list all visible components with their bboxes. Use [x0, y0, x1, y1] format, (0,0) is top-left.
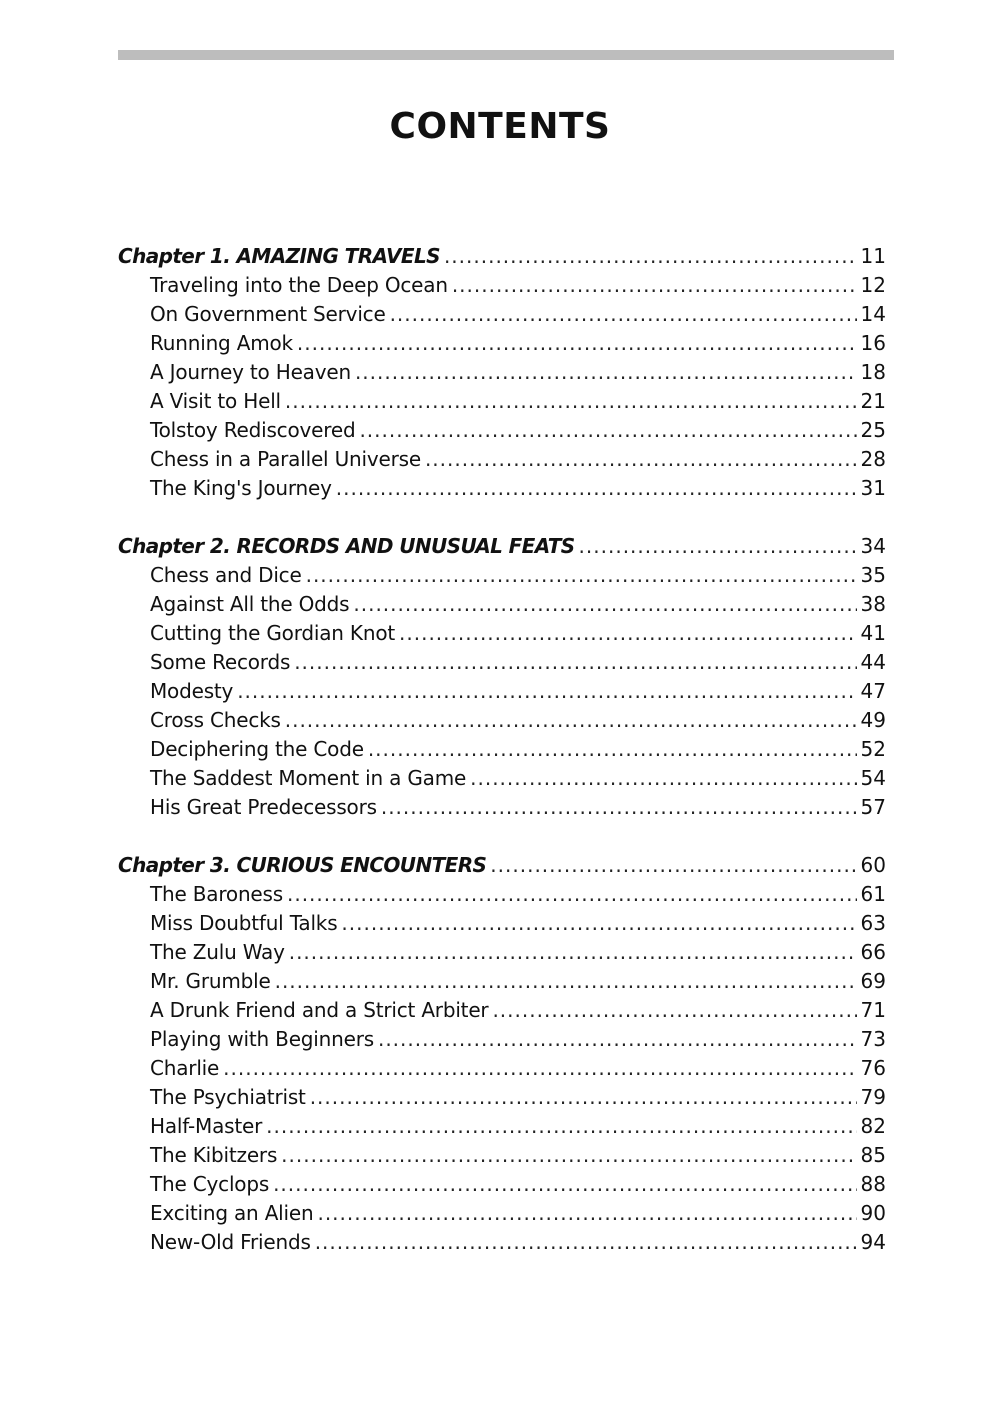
dot-leader	[378, 1025, 857, 1054]
toc-entry-label: The Baroness	[150, 882, 283, 906]
toc-entry[interactable]	[118, 1025, 886, 1054]
dot-leader	[306, 561, 857, 590]
dot-leader	[444, 242, 857, 271]
toc-entry[interactable]	[118, 1112, 886, 1141]
toc-entry-page-number: 88	[860, 1172, 886, 1196]
dot-leader	[390, 300, 857, 329]
toc-chapter[interactable]	[118, 851, 886, 880]
toc-section	[118, 242, 886, 503]
dot-leader	[368, 735, 857, 764]
toc-entry-label: The Cyclops	[150, 1172, 270, 1196]
dot-leader	[275, 967, 857, 996]
toc-entry[interactable]	[118, 1083, 886, 1112]
toc-entry-page-number: 18	[860, 360, 886, 384]
dot-leader	[285, 387, 857, 416]
dot-leader	[359, 416, 856, 445]
toc-entry[interactable]	[118, 764, 886, 793]
dot-leader	[399, 619, 857, 648]
toc-entry-page-number: 49	[860, 708, 886, 732]
toc-entry-page-number: 66	[860, 940, 886, 964]
toc-entry-page-number: 54	[860, 766, 886, 790]
toc-entry-page-number: 44	[860, 650, 886, 674]
toc-entry-page-number: 47	[860, 679, 886, 703]
toc-entry-label: Deciphering the Code	[150, 737, 364, 761]
toc-entry-page-number: 71	[860, 998, 886, 1022]
toc-chapter[interactable]	[118, 532, 886, 561]
toc-chapter-label: Chapter 3. CURIOUS ENCOUNTERS	[118, 853, 487, 877]
toc-entry[interactable]	[118, 793, 886, 822]
toc-entry-page-number: 57	[860, 795, 886, 819]
toc-entry[interactable]	[118, 677, 886, 706]
dot-leader	[425, 445, 857, 474]
toc-entry-label: Miss Doubtful Talks	[150, 911, 338, 935]
toc-entry-page-number: 69	[860, 969, 886, 993]
toc-entry-label: The Psychiatrist	[150, 1085, 306, 1109]
toc-entry[interactable]	[118, 590, 886, 619]
toc-entry-label: Charlie	[150, 1056, 220, 1080]
toc-entry-page-number: 31	[860, 476, 886, 500]
toc-entry-page-number: 85	[860, 1143, 886, 1167]
toc-chapter-label: Chapter 2. RECORDS AND UNUSUAL FEATS	[118, 534, 575, 558]
toc-entry[interactable]	[118, 300, 886, 329]
toc-entry[interactable]	[118, 561, 886, 590]
toc-entry-page-number: 82	[860, 1114, 886, 1138]
toc-entry-label: Cutting the Gordian Knot	[150, 621, 396, 645]
toc-chapter[interactable]	[118, 242, 886, 271]
toc-entry[interactable]	[118, 996, 886, 1025]
toc-entry-label: Exciting an Alien	[150, 1201, 314, 1225]
dot-leader	[452, 271, 857, 300]
toc-entry-page-number: 38	[860, 592, 886, 616]
toc-entry-label: His Great Predecessors	[150, 795, 377, 819]
dot-leader	[492, 996, 856, 1025]
dot-leader	[289, 938, 857, 967]
page-title: CONTENTS	[389, 106, 611, 147]
toc-entry-label: The Zulu Way	[150, 940, 285, 964]
dot-leader	[310, 1083, 857, 1112]
toc-entry-label: New-Old Friends	[150, 1230, 311, 1254]
toc-chapter-page-number: 11	[860, 244, 886, 268]
toc-entry[interactable]	[118, 416, 886, 445]
toc-entry[interactable]	[118, 474, 886, 503]
toc-entry-label: The Saddest Moment in a Game	[150, 766, 467, 790]
toc-entry[interactable]	[118, 938, 886, 967]
dot-leader	[281, 1141, 856, 1170]
toc-entry[interactable]	[118, 880, 886, 909]
toc-section	[118, 851, 886, 1257]
toc-entry[interactable]	[118, 271, 886, 300]
toc-entry-page-number: 73	[860, 1027, 886, 1051]
toc-entry-label: Playing with Beginners	[150, 1027, 374, 1051]
toc-entry-page-number: 12	[860, 273, 886, 297]
dot-leader	[223, 1054, 856, 1083]
top-rule	[118, 50, 894, 60]
toc-entry-page-number: 63	[860, 911, 886, 935]
toc-entry-label: A Journey to Heaven	[150, 360, 351, 384]
dot-leader	[353, 590, 856, 619]
toc-entry-label: On Government Service	[150, 302, 386, 326]
dot-leader	[355, 358, 857, 387]
toc-entry-label: Half-Master	[150, 1114, 263, 1138]
toc-entry-page-number: 94	[860, 1230, 886, 1254]
dot-leader	[490, 851, 856, 880]
toc-entry[interactable]	[118, 1228, 886, 1257]
dot-leader	[336, 474, 857, 503]
toc-entry-page-number: 76	[860, 1056, 886, 1080]
toc-entry-label: Against All the Odds	[150, 592, 350, 616]
dot-leader	[297, 329, 857, 358]
toc-entry[interactable]	[118, 706, 886, 735]
toc-entry-label: The King's Journey	[150, 476, 332, 500]
toc-entry-page-number: 21	[860, 389, 886, 413]
toc-entry-page-number: 35	[860, 563, 886, 587]
toc-entry-page-number: 16	[860, 331, 886, 355]
toc-entry[interactable]	[118, 1199, 886, 1228]
toc-entry-page-number: 61	[860, 882, 886, 906]
dot-leader	[285, 706, 857, 735]
dot-leader	[341, 909, 856, 938]
toc-entry[interactable]	[118, 967, 886, 996]
toc-entry-page-number: 41	[860, 621, 886, 645]
toc-entry-page-number: 28	[860, 447, 886, 471]
toc-chapter-page-number: 34	[860, 534, 886, 558]
toc-entry-label: A Visit to Hell	[150, 389, 281, 413]
toc-entry-label: Some Records	[150, 650, 291, 674]
dot-leader	[294, 648, 856, 677]
toc-entry[interactable]	[118, 909, 886, 938]
toc-entry-page-number: 79	[860, 1085, 886, 1109]
toc-entry-label: Chess in a Parallel Universe	[150, 447, 421, 471]
toc-entry-page-number: 90	[860, 1201, 886, 1225]
toc-entry-label: A Drunk Friend and a Strict Arbiter	[150, 998, 489, 1022]
dot-leader	[470, 764, 856, 793]
toc-entry-label: The Kibitzers	[150, 1143, 278, 1167]
dot-leader	[579, 532, 857, 561]
dot-leader	[237, 677, 856, 706]
dot-leader	[315, 1228, 857, 1257]
toc-chapter-page-number: 60	[860, 853, 886, 877]
toc-entry-page-number: 52	[860, 737, 886, 761]
toc-entry-label: Mr. Grumble	[150, 969, 271, 993]
toc-entry[interactable]	[118, 735, 886, 764]
toc-entry[interactable]	[118, 1170, 886, 1199]
toc-entry-label: Modesty	[150, 679, 234, 703]
toc-entry[interactable]	[118, 619, 886, 648]
toc-entry-label: Traveling into the Deep Ocean	[150, 273, 448, 297]
toc-entry[interactable]	[118, 1141, 886, 1170]
toc-entry-label: Chess and Dice	[150, 563, 302, 587]
dot-leader	[266, 1112, 856, 1141]
toc-entry[interactable]	[118, 1054, 886, 1083]
dot-leader	[287, 880, 857, 909]
toc-chapter-label: Chapter 1. AMAZING TRAVELS	[118, 244, 440, 268]
toc-entry-page-number: 14	[860, 302, 886, 326]
toc-entry-label: Running Amok	[150, 331, 293, 355]
toc-section	[118, 532, 886, 822]
toc-entry-label: Cross Checks	[150, 708, 281, 732]
toc-entry[interactable]	[118, 358, 886, 387]
dot-leader	[317, 1199, 856, 1228]
dot-leader	[273, 1170, 856, 1199]
dot-leader	[381, 793, 857, 822]
table-of-contents	[118, 242, 886, 1286]
toc-entry[interactable]	[118, 329, 886, 358]
toc-entry-page-number: 25	[860, 418, 886, 442]
toc-entry-label: Tolstoy Rediscovered	[150, 418, 356, 442]
toc-entry[interactable]	[118, 445, 886, 474]
toc-entry[interactable]	[118, 387, 886, 416]
toc-entry[interactable]	[118, 648, 886, 677]
